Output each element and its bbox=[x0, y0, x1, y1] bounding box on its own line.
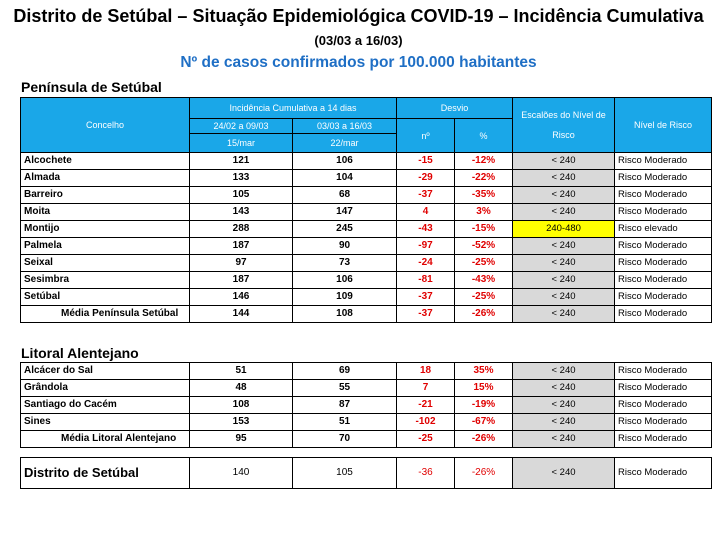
incidence-previous: 97 bbox=[190, 255, 293, 272]
incidence-previous: 187 bbox=[190, 272, 293, 289]
risk-level: Risco Moderado bbox=[615, 289, 712, 306]
risk-level: Risco Moderado bbox=[615, 431, 712, 448]
incidence-current: 106 bbox=[293, 153, 397, 170]
incidence-previous: 288 bbox=[190, 221, 293, 238]
desvio-pct: -25% bbox=[455, 255, 513, 272]
risk-level: Risco elevado bbox=[615, 221, 712, 238]
concelho-name: Média Península Setúbal bbox=[21, 306, 190, 323]
desvio-n: -21 bbox=[397, 397, 455, 414]
incidence-previous: 95 bbox=[190, 431, 293, 448]
concelho-name: Alcochete bbox=[21, 153, 190, 170]
desvio-pct: -52% bbox=[455, 238, 513, 255]
desvio-n: -25 bbox=[397, 431, 455, 448]
distrito-risk: Risco Moderado bbox=[615, 458, 712, 489]
desvio-n: -102 bbox=[397, 414, 455, 431]
desvio-n: 7 bbox=[397, 380, 455, 397]
concelho-name: Média Litoral Alentejano bbox=[21, 431, 190, 448]
incidence-previous: 144 bbox=[190, 306, 293, 323]
risk-level: Risco Moderado bbox=[615, 363, 712, 380]
risk-band: 240-480 bbox=[513, 221, 615, 238]
risk-band: < 240 bbox=[513, 414, 615, 431]
risk-level: Risco Moderado bbox=[615, 153, 712, 170]
desvio-n: -37 bbox=[397, 306, 455, 323]
incidence-previous: 146 bbox=[190, 289, 293, 306]
desvio-n: -24 bbox=[397, 255, 455, 272]
risk-band: < 240 bbox=[513, 204, 615, 221]
metric-subtitle: Nº de casos confirmados por 100.000 habitantes bbox=[180, 54, 537, 71]
desvio-pct: -35% bbox=[455, 187, 513, 204]
desvio-pct: 35% bbox=[455, 363, 513, 380]
incidence-current: 51 bbox=[293, 414, 397, 431]
risk-level: Risco Moderado bbox=[615, 272, 712, 289]
distrito-row bbox=[21, 458, 712, 489]
distrito-table bbox=[20, 457, 712, 489]
risk-level: Risco Moderado bbox=[615, 255, 712, 272]
period-subtitle: (03/03 a 16/03) bbox=[314, 33, 403, 48]
header-period2: 03/03 a 16/03 bbox=[293, 119, 397, 134]
desvio-pct: -12% bbox=[455, 153, 513, 170]
incidence-current: 245 bbox=[293, 221, 397, 238]
header-date2: 22/mar bbox=[293, 134, 397, 153]
desvio-n: -43 bbox=[397, 221, 455, 238]
risk-band: < 240 bbox=[513, 380, 615, 397]
desvio-n: 18 bbox=[397, 363, 455, 380]
risk-band: < 240 bbox=[513, 431, 615, 448]
incidence-previous: 153 bbox=[190, 414, 293, 431]
desvio-pct: -67% bbox=[455, 414, 513, 431]
risk-level: Risco Moderado bbox=[615, 204, 712, 221]
distrito-name: Distrito de Setúbal bbox=[21, 458, 190, 489]
incidence-previous: 133 bbox=[190, 170, 293, 187]
concelho-name: Setúbal bbox=[21, 289, 190, 306]
incidence-current: 87 bbox=[293, 397, 397, 414]
incidence-current: 106 bbox=[293, 272, 397, 289]
distrito-ic1: 140 bbox=[190, 458, 293, 489]
risk-level: Risco Moderado bbox=[615, 187, 712, 204]
table-row bbox=[21, 363, 712, 380]
section-litoral-title: Litoral Alentejano bbox=[21, 345, 139, 361]
header-escaloes: Escalões do Nível de Risco bbox=[513, 98, 615, 153]
concelho-name: Grândola bbox=[21, 380, 190, 397]
header-desvio: Desvio bbox=[397, 98, 513, 119]
incidence-previous: 143 bbox=[190, 204, 293, 221]
desvio-n: 4 bbox=[397, 204, 455, 221]
desvio-pct: -19% bbox=[455, 397, 513, 414]
desvio-n: -37 bbox=[397, 289, 455, 306]
distrito-escalao: < 240 bbox=[513, 458, 615, 489]
average-row bbox=[21, 431, 712, 448]
risk-level: Risco Moderado bbox=[615, 170, 712, 187]
desvio-n: -15 bbox=[397, 153, 455, 170]
desvio-pct: -26% bbox=[455, 306, 513, 323]
table-row bbox=[21, 380, 712, 397]
concelho-name: Santiago do Cacém bbox=[21, 397, 190, 414]
table-row bbox=[21, 397, 712, 414]
litoral-table bbox=[20, 362, 712, 448]
incidence-current: 73 bbox=[293, 255, 397, 272]
risk-band: < 240 bbox=[513, 255, 615, 272]
incidence-previous: 51 bbox=[190, 363, 293, 380]
concelho-name: Alcácer do Sal bbox=[21, 363, 190, 380]
risk-band: < 240 bbox=[513, 238, 615, 255]
table-row bbox=[21, 238, 712, 255]
table-row bbox=[21, 170, 712, 187]
concelho-name: Montijo bbox=[21, 221, 190, 238]
desvio-n: -81 bbox=[397, 272, 455, 289]
concelho-name: Sines bbox=[21, 414, 190, 431]
concelho-name: Palmela bbox=[21, 238, 190, 255]
table-row bbox=[21, 187, 712, 204]
desvio-pct: -22% bbox=[455, 170, 513, 187]
concelho-name: Seixal bbox=[21, 255, 190, 272]
risk-level: Risco Moderado bbox=[615, 397, 712, 414]
risk-level: Risco Moderado bbox=[615, 380, 712, 397]
incidence-previous: 108 bbox=[190, 397, 293, 414]
incidence-current: 69 bbox=[293, 363, 397, 380]
concelho-name: Sesimbra bbox=[21, 272, 190, 289]
desvio-pct: 3% bbox=[455, 204, 513, 221]
risk-level: Risco Moderado bbox=[615, 306, 712, 323]
incidence-current: 68 bbox=[293, 187, 397, 204]
header-pct: % bbox=[455, 119, 513, 153]
header-nivel: Nível de Risco bbox=[615, 98, 712, 153]
header-period1: 24/02 a 09/03 bbox=[190, 119, 293, 134]
distrito-ic2: 105 bbox=[293, 458, 397, 489]
incidence-current: 104 bbox=[293, 170, 397, 187]
table-row bbox=[21, 204, 712, 221]
desvio-n: -29 bbox=[397, 170, 455, 187]
header-n: nº bbox=[397, 119, 455, 153]
risk-band: < 240 bbox=[513, 289, 615, 306]
risk-band: < 240 bbox=[513, 397, 615, 414]
concelho-name: Almada bbox=[21, 170, 190, 187]
peninsula-table bbox=[20, 97, 712, 323]
desvio-pct: -43% bbox=[455, 272, 513, 289]
risk-band: < 240 bbox=[513, 306, 615, 323]
risk-band: < 240 bbox=[513, 272, 615, 289]
risk-level: Risco Moderado bbox=[615, 414, 712, 431]
desvio-n: -97 bbox=[397, 238, 455, 255]
table-row bbox=[21, 153, 712, 170]
distrito-desvio-pct: -26% bbox=[455, 458, 513, 489]
incidence-previous: 187 bbox=[190, 238, 293, 255]
risk-level: Risco Moderado bbox=[615, 238, 712, 255]
desvio-n: -37 bbox=[397, 187, 455, 204]
desvio-pct: -15% bbox=[455, 221, 513, 238]
risk-band: < 240 bbox=[513, 153, 615, 170]
incidence-current: 55 bbox=[293, 380, 397, 397]
incidence-current: 70 bbox=[293, 431, 397, 448]
header-date1: 15/mar bbox=[190, 134, 293, 153]
table-row bbox=[21, 255, 712, 272]
incidence-current: 109 bbox=[293, 289, 397, 306]
desvio-pct: -25% bbox=[455, 289, 513, 306]
header-incidencia: Incidência Cumulativa a 14 dias bbox=[190, 98, 397, 119]
table-row bbox=[21, 289, 712, 306]
risk-band: < 240 bbox=[513, 363, 615, 380]
distrito-desvio-n: -36 bbox=[397, 458, 455, 489]
concelho-name: Moita bbox=[21, 204, 190, 221]
concelho-name: Barreiro bbox=[21, 187, 190, 204]
incidence-previous: 105 bbox=[190, 187, 293, 204]
incidence-current: 147 bbox=[293, 204, 397, 221]
table-row bbox=[21, 221, 712, 238]
incidence-current: 90 bbox=[293, 238, 397, 255]
risk-band: < 240 bbox=[513, 187, 615, 204]
header-concelho: Concelho bbox=[21, 98, 190, 153]
incidence-previous: 121 bbox=[190, 153, 293, 170]
risk-band: < 240 bbox=[513, 170, 615, 187]
average-row bbox=[21, 306, 712, 323]
desvio-pct: 15% bbox=[455, 380, 513, 397]
section-peninsula-title: Península de Setúbal bbox=[21, 79, 162, 95]
table-row bbox=[21, 414, 712, 431]
page-title: Distrito de Setúbal – Situação Epidemiológica COVID-19 – Incidência Cumulativa bbox=[13, 6, 704, 26]
incidence-current: 108 bbox=[293, 306, 397, 323]
desvio-pct: -26% bbox=[455, 431, 513, 448]
incidence-previous: 48 bbox=[190, 380, 293, 397]
table-row bbox=[21, 272, 712, 289]
